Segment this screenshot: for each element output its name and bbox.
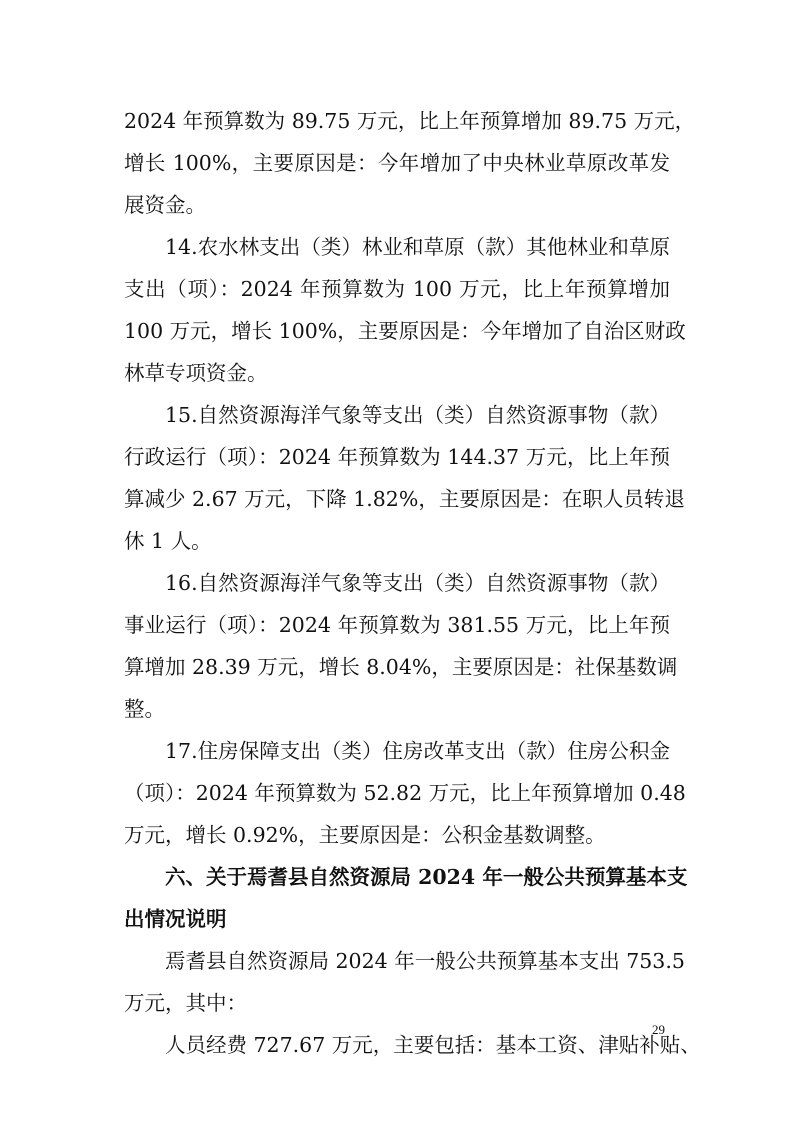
text-line: 支出（项）：2024 年预算数为 100 万元，比上年预算增加 xyxy=(124,277,670,301)
text-line: 算增加 28.39 万元，增长 8.04%，主要原因是：社保基数调 xyxy=(124,655,678,679)
text-line: 林草专项资金。 xyxy=(124,361,268,385)
text-line: 2024 年预算数为 89.75 万元，比上年预算增加 89.75 万元， xyxy=(124,109,696,133)
paragraph-start-line: 15.自然资源海洋气象等支出（类）自然资源事物（款） xyxy=(165,403,670,427)
paragraph-start-line: 17.住房保障支出（类）住房改革支出（款）住房公积金 xyxy=(165,739,670,763)
text-line: 增长 100%，主要原因是：今年增加了中央林业草原改革发 xyxy=(124,151,670,175)
paragraph-start-line: 人员经费 727.67 万元，主要包括：基本工资、津贴补贴、 xyxy=(165,1033,701,1057)
text-line: 休 1 人。 xyxy=(124,529,212,553)
text-line: 万元，其中： xyxy=(124,991,247,1015)
text-line: 整。 xyxy=(124,697,165,721)
text-line: 万元，增长 0.92%，主要原因是：公积金基数调整。 xyxy=(124,823,606,847)
page-number: 29 xyxy=(652,1022,665,1037)
paragraph-start-line: 焉耆县自然资源局 2024 年一般公共预算基本支出 753.5 xyxy=(165,949,685,973)
text-line: 行政运行（项）：2024 年预算数为 144.37 万元，比上年预 xyxy=(124,445,670,469)
section-heading: 六、关于焉耆县自然资源局 2024 年一般公共预算基本支 xyxy=(165,865,688,889)
paragraph-start-line: 16.自然资源海洋气象等支出（类）自然资源事物（款） xyxy=(165,571,670,595)
paragraph-start-line: 14.农水林支出（类）林业和草原（款）其他林业和草原 xyxy=(165,235,670,259)
text-line: 事业运行（项）：2024 年预算数为 381.55 万元，比上年预 xyxy=(124,613,670,637)
text-line: （项）：2024 年预算数为 52.82 万元，比上年预算增加 0.48 xyxy=(124,781,686,805)
text-line: 展资金。 xyxy=(124,193,206,217)
text-line: 算减少 2.67 万元，下降 1.82%，主要原因是：在职人员转退 xyxy=(124,487,685,511)
text-line: 100 万元，增长 100%，主要原因是：今年增加了自治区财政 xyxy=(124,319,686,343)
section-heading-continuation: 出情况说明 xyxy=(124,907,227,931)
